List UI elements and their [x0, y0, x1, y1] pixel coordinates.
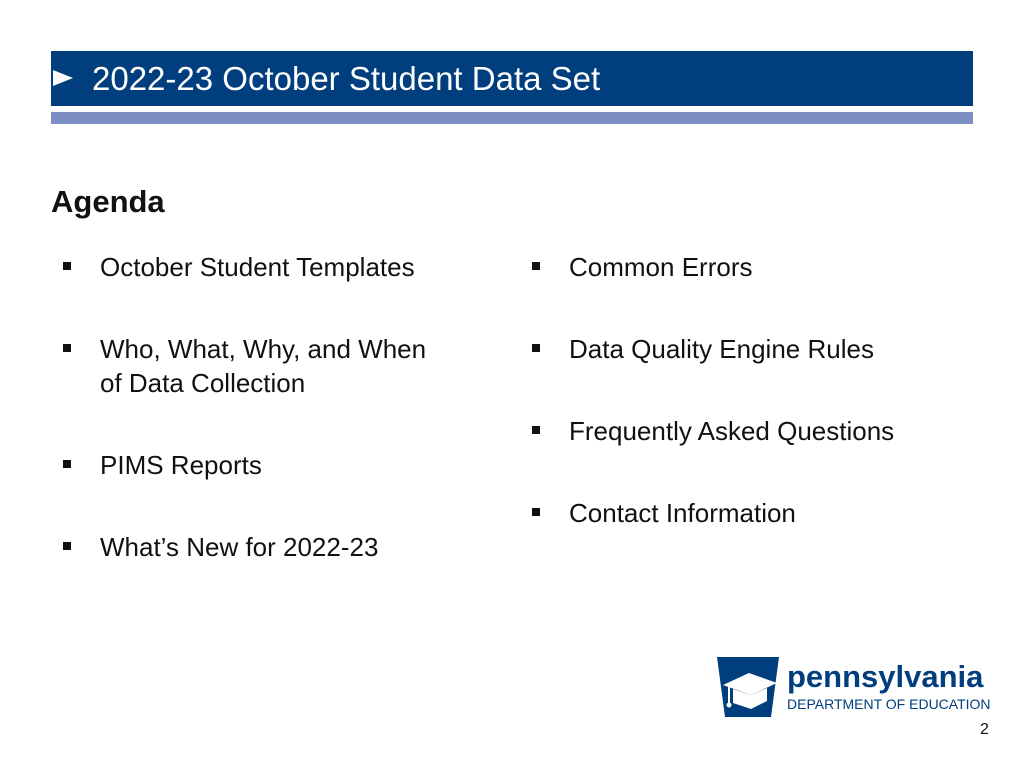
- square-bullet-icon: [532, 508, 540, 516]
- title-underline-bar: [51, 112, 973, 124]
- square-bullet-icon: [63, 460, 71, 468]
- list-item-text-continued: of Data Collection: [100, 368, 306, 398]
- list-item: [100, 250, 415, 284]
- keystone-mortarboard-icon: [715, 655, 781, 719]
- list-item-text: Contact Information: [569, 498, 796, 528]
- list-item: [100, 332, 426, 400]
- square-bullet-icon: [532, 262, 540, 270]
- list-item: [569, 332, 874, 366]
- list-item-text: What’s New for 2022-23: [100, 532, 379, 562]
- square-bullet-icon: [63, 262, 71, 270]
- square-bullet-icon: [63, 344, 71, 352]
- list-item-text: Frequently Asked Questions: [569, 416, 895, 446]
- list-item-text: October Student Templates: [100, 252, 415, 282]
- slide-title: 2022-23 October Student Data Set: [92, 60, 601, 97]
- page-number: 2: [980, 721, 989, 738]
- list-item-text: Data Quality Engine Rules: [569, 334, 874, 364]
- chevron-right-icon: [53, 70, 73, 86]
- logo-wordmark: pennsylvania: [787, 659, 984, 694]
- square-bullet-icon: [532, 344, 540, 352]
- list-item: [100, 530, 378, 564]
- logo-department: DEPARTMENT OF EDUCATION: [787, 696, 991, 712]
- pa-education-logo: [715, 655, 991, 720]
- square-bullet-icon: [63, 542, 71, 550]
- agenda-heading: Agenda: [51, 184, 165, 219]
- list-item: [569, 496, 796, 530]
- square-bullet-icon: [532, 426, 540, 434]
- list-item-text: Who, What, Why, and When: [100, 334, 427, 364]
- list-item: [100, 448, 262, 482]
- list-item: [569, 250, 752, 284]
- list-item-text: PIMS Reports: [100, 450, 262, 480]
- list-item-text: Common Errors: [569, 252, 753, 282]
- list-item: [569, 414, 894, 448]
